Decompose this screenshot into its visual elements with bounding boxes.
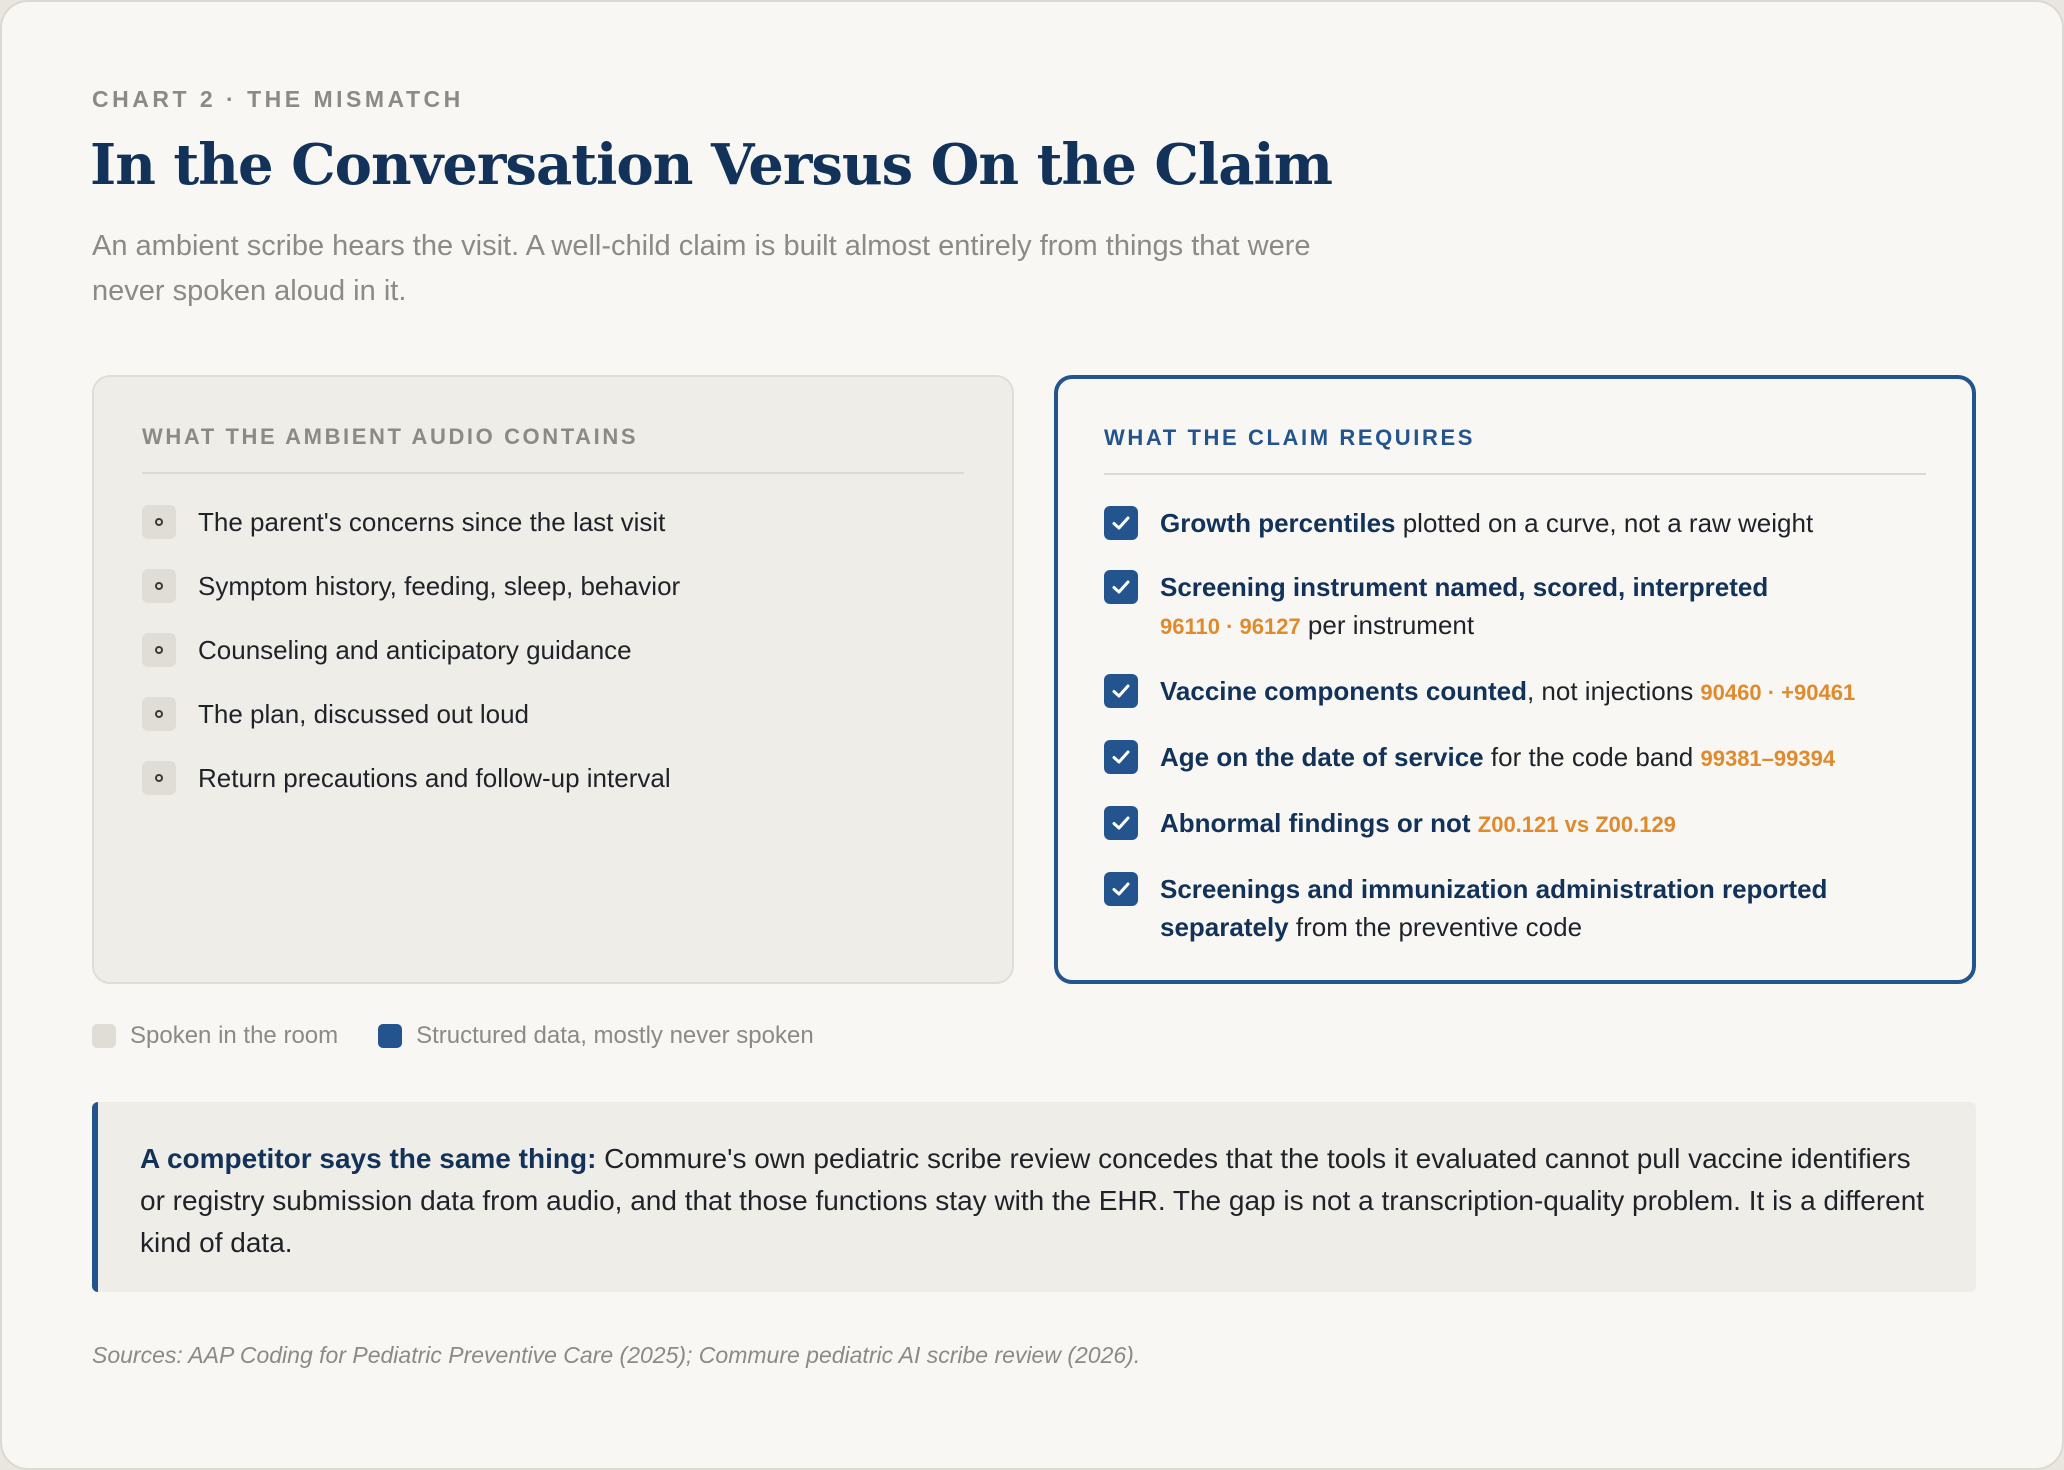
- list-item: Return precautions and follow-up interval: [142, 759, 972, 823]
- checkbox-checked-icon: [1104, 740, 1138, 774]
- page-title: In the Conversation Versus On the Claim: [90, 132, 1332, 198]
- icd-code: Z00.121 vs Z00.129: [1477, 812, 1676, 837]
- list-item: Symptom history, feeding, sleep, behavior: [142, 567, 972, 631]
- callout-lead: A competitor says the same thing:: [140, 1143, 597, 1174]
- dot-bullet-icon: [142, 697, 176, 731]
- claim-requires-list: [1104, 504, 1936, 972]
- claim-requires-panel: [1054, 375, 1976, 984]
- competitor-callout: [92, 1102, 1976, 1292]
- ambient-audio-list: [142, 503, 972, 823]
- list-item: Vaccine components counted, not injections 90460 · +90461: [1104, 672, 1936, 712]
- list-item: The parent's concerns since the last visit: [142, 503, 972, 567]
- list-item: The plan, discussed out loud: [142, 695, 972, 759]
- spoken-swatch: [92, 1024, 116, 1048]
- dot-bullet-icon: [142, 633, 176, 667]
- claim-requires-heading: WHAT THE CLAIM REQUIRES: [1104, 425, 1926, 475]
- legend-spoken-label: Spoken in the room: [130, 1022, 339, 1049]
- dot-bullet-icon: [142, 569, 176, 603]
- eyebrow-label: CHART 2 · THE MISMATCH: [92, 86, 464, 112]
- callout-body: Commure's own pediatric scribe review concedes that the tools it evaluated cannot pull vaccine identifiers or registry submission data from audio, and that those functions stay with the EHR. The gap is not a transcription-quality problem. It is a different kind of data.: [140, 1143, 1925, 1258]
- dot-bullet-icon: [142, 761, 176, 795]
- list-item: Age on the date of service for the code band 99381–99394: [1104, 738, 1936, 778]
- cpt-code: 99381–99394: [1700, 746, 1836, 771]
- list-item: Counseling and anticipatory guidance: [142, 631, 972, 695]
- ambient-audio-panel: [92, 375, 1014, 984]
- subtitle: An ambient scribe hears the visit. A well-child claim is built almost entirely from things that were never spoken aloud in it.: [92, 230, 1311, 307]
- cpt-code: 90460 · +90461: [1700, 680, 1856, 705]
- checkbox-checked-icon: [1104, 674, 1138, 708]
- list-item: Screenings and immunization administration reported separately from the preventive code: [1104, 870, 1936, 946]
- sources-note: Sources: AAP Coding for Pediatric Preventive Care (2025); Commure pediatric AI scribe review (2026).: [92, 1342, 1141, 1368]
- ambient-audio-heading: WHAT THE AMBIENT AUDIO CONTAINS: [142, 424, 964, 474]
- checkbox-checked-icon: [1104, 806, 1138, 840]
- dot-bullet-icon: [142, 505, 176, 539]
- cpt-code: 96110 · 96127: [1160, 614, 1301, 639]
- list-item: Abnormal findings or not Z00.121 vs Z00.129: [1104, 804, 1936, 844]
- structured-swatch: [378, 1024, 402, 1048]
- list-item: Screening instrument named, scored, interpreted 96110 · 96127 per instrument: [1104, 568, 1936, 646]
- legend-structured-label: Structured data, mostly never spoken: [416, 1022, 814, 1049]
- checkbox-checked-icon: [1104, 872, 1138, 906]
- list-item: Growth percentiles plotted on a curve, not a raw weight: [1104, 504, 1936, 542]
- checkbox-checked-icon: [1104, 506, 1138, 540]
- checkbox-checked-icon: [1104, 570, 1138, 604]
- legend: [92, 1022, 854, 1050]
